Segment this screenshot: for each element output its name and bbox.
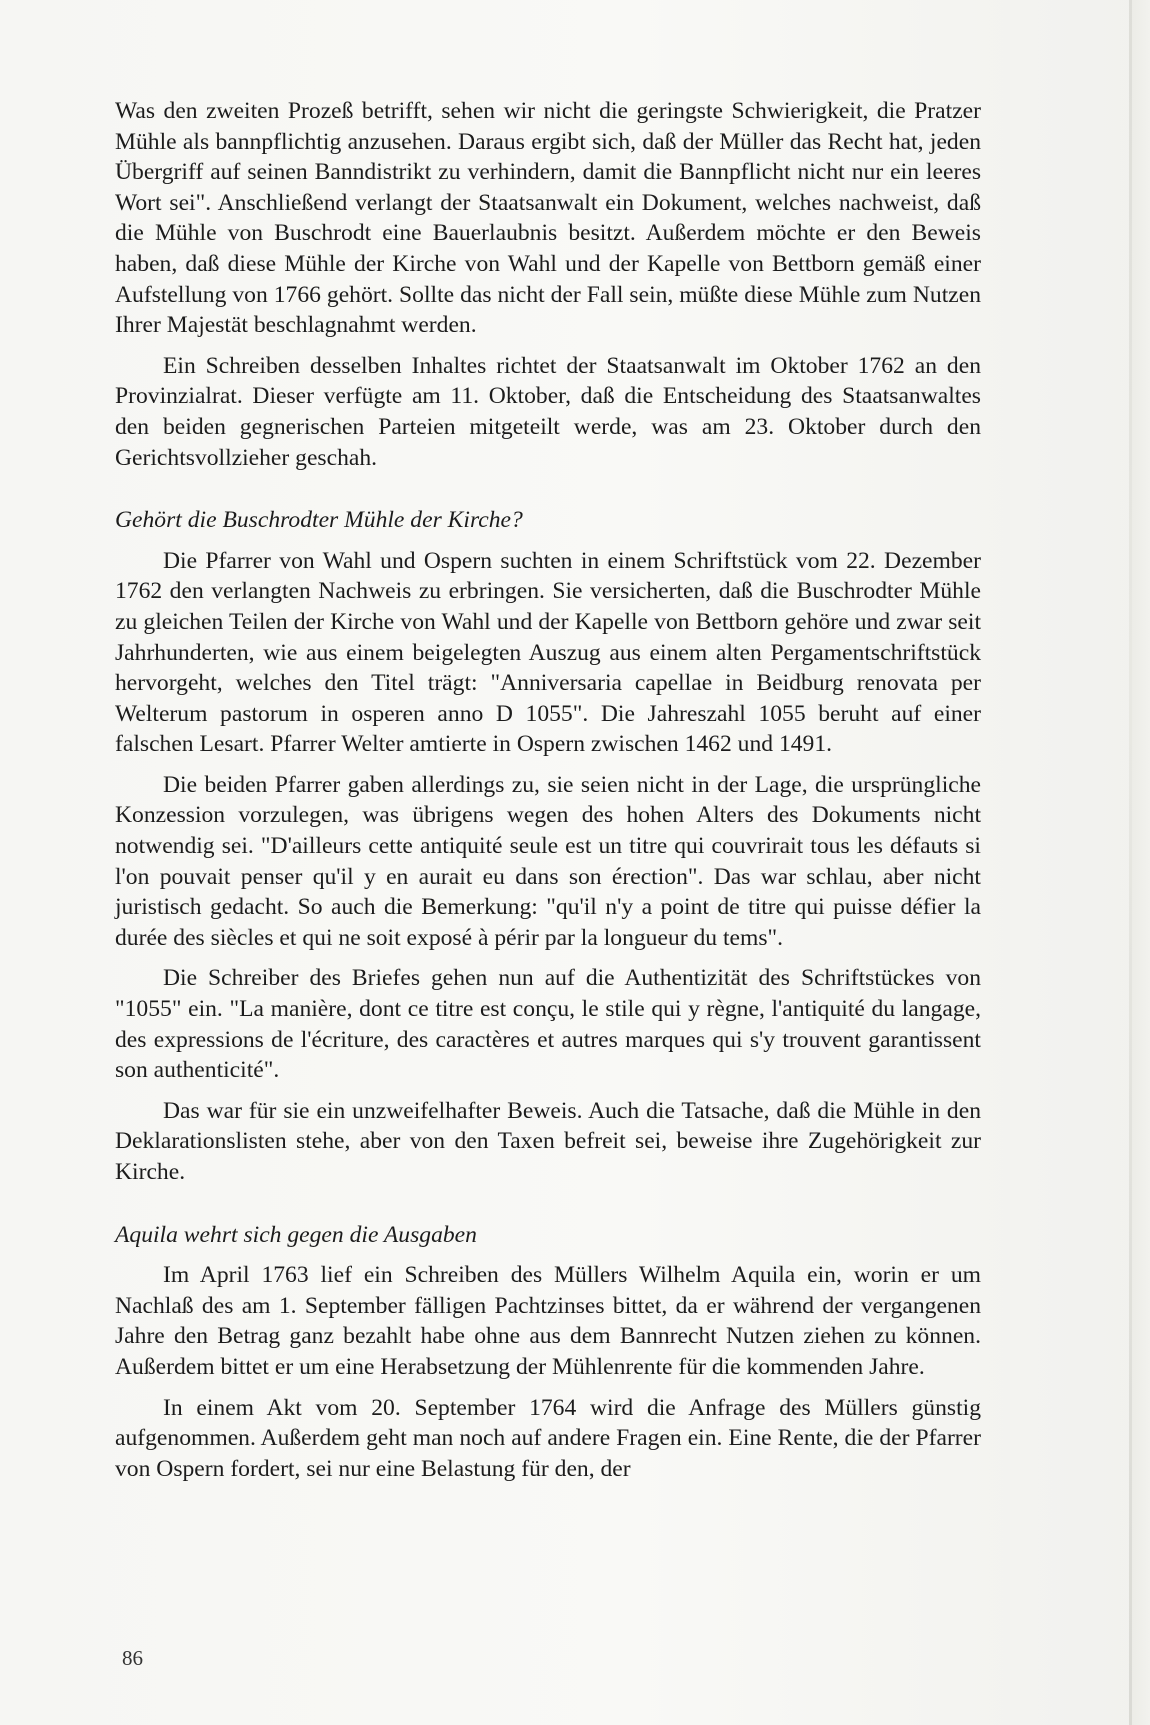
paragraph: Die Schreiber des Briefes gehen nun auf die Authentizität des Schriftstückes von "1055" ein. "La manière, dont ce titre est conçu, le stile qui y règne, l'antiquité du langage, des expressions de l'écriture, des caractères et autres marques qui s'y trouvent garantissent son authenticité".	[115, 965, 981, 1084]
paragraph: Die beiden Pfarrer gaben allerdings zu, sie seien nicht in der Lage, die ursprüngliche Konzession vorzulegen, was übrigens wegen des hohen Alters des Dokuments nicht notwendig sei. "D'ailleurs cette antiquité seule est un titre qui couvrirait tous les défauts si l'on pouvait penser qu'il y en aurait eu dans son érection". Das war schlau, aber nicht juristisch gedacht. So auch die Bemerkung: "qu'il n'y a point de titre qui puisse défier la durée des siècles et qui ne soit exposé à périr par la longueur du tems".	[115, 771, 981, 951]
section-heading: Aquila wehrt sich gegen die Ausgaben	[115, 1221, 477, 1248]
paragraph: Ein Schreiben desselben Inhaltes richtet der Staatsanwalt im Oktober 1762 an den Provinzialrat. Dieser verfügte am 11. Oktober, daß die Entscheidung des Staatsanwaltes den beiden gegnerischen Parteien mitgeteilt werde, was am 23. Oktober durch den Gerichtsvollzieher geschah.	[115, 352, 981, 471]
paragraph: Das war für sie ein unzweifelhafter Beweis. Auch die Tatsache, daß die Mühle in den Deklarationslisten stehe, aber von den Taxen befreit sei, beweise ihre Zugehörigkeit zur Kirche.	[115, 1097, 981, 1185]
page-edge-shadow	[1132, 0, 1150, 1725]
page-edge	[1129, 0, 1132, 1725]
page-number: 86	[122, 1646, 143, 1670]
paragraph: Die Pfarrer von Wahl und Ospern suchten in einem Schriftstück vom 22. Dezember 1762 den verlangten Nachweis zu erbringen. Sie versicherten, daß die Buschrodter Mühle zu gleichen Teilen der Kirche von Wahl und der Kapelle von Bettborn gehöre und zwar seit Jahrhunderten, wie aus einem beigelegten Auszug aus einem alten Pergamentschriftstück hervorgeht, welches den Titel trägt: "Anniversaria capellae in Beidburg renovata per Welterum pastorum in osperen anno D 1055". Die Jahreszahl 1055 beruht auf einer falschen Lesart. Pfarrer Welter amtierte in Ospern zwischen 1462 und 1491.	[115, 547, 981, 758]
paragraph: In einem Akt vom 20. September 1764 wird die Anfrage des Müllers günstig aufgenommen. Außerdem geht man noch auf andere Fragen ein. Eine Rente, die der Pfarrer von Ospern fordert, sei nur eine Belastung für den, der	[115, 1394, 981, 1482]
paragraph: Im April 1763 lief ein Schreiben des Müllers Wilhelm Aquila ein, worin er um Nachlaß des am 1. September fälligen Pachtzinses bittet, da er während der vergangenen Jahre den Betrag ganz bezahlt habe ohne aus dem Bannrecht Nutzen ziehen zu können. Außerdem bittet er um eine Herabsetzung der Mühlenrente für die kommenden Jahre.	[115, 1262, 981, 1380]
body-text	[115, 96, 981, 1484]
section-heading: Gehört die Buschrodter Mühle der Kirche?	[115, 507, 523, 534]
paragraph: Was den zweiten Prozeß betrifft, sehen wir nicht die geringste Schwierigkeit, die Pratzer Mühle als bannpflichtig anzusehen. Daraus ergibt sich, daß der Müller das Recht hat, jeden Übergriff auf seinen Banndistrikt zu verhindern, damit die Bannpflicht nicht nur ein leeres Wort sei". Anschließend verlangt der Staatsanwalt ein Dokument, welches nachweist, daß die Mühle von Buschrodt eine Bauerlaubnis besitzt. Außerdem möchte er den Beweis haben, daß diese Mühle der Kirche von Wahl und der Kapelle von Bettborn gemäß einer Aufstellung von 1766 gehört. Sollte das nicht der Fall sein, müßte diese Mühle zum Nutzen Ihrer Majestät beschlagnahmt werden.	[115, 98, 981, 339]
